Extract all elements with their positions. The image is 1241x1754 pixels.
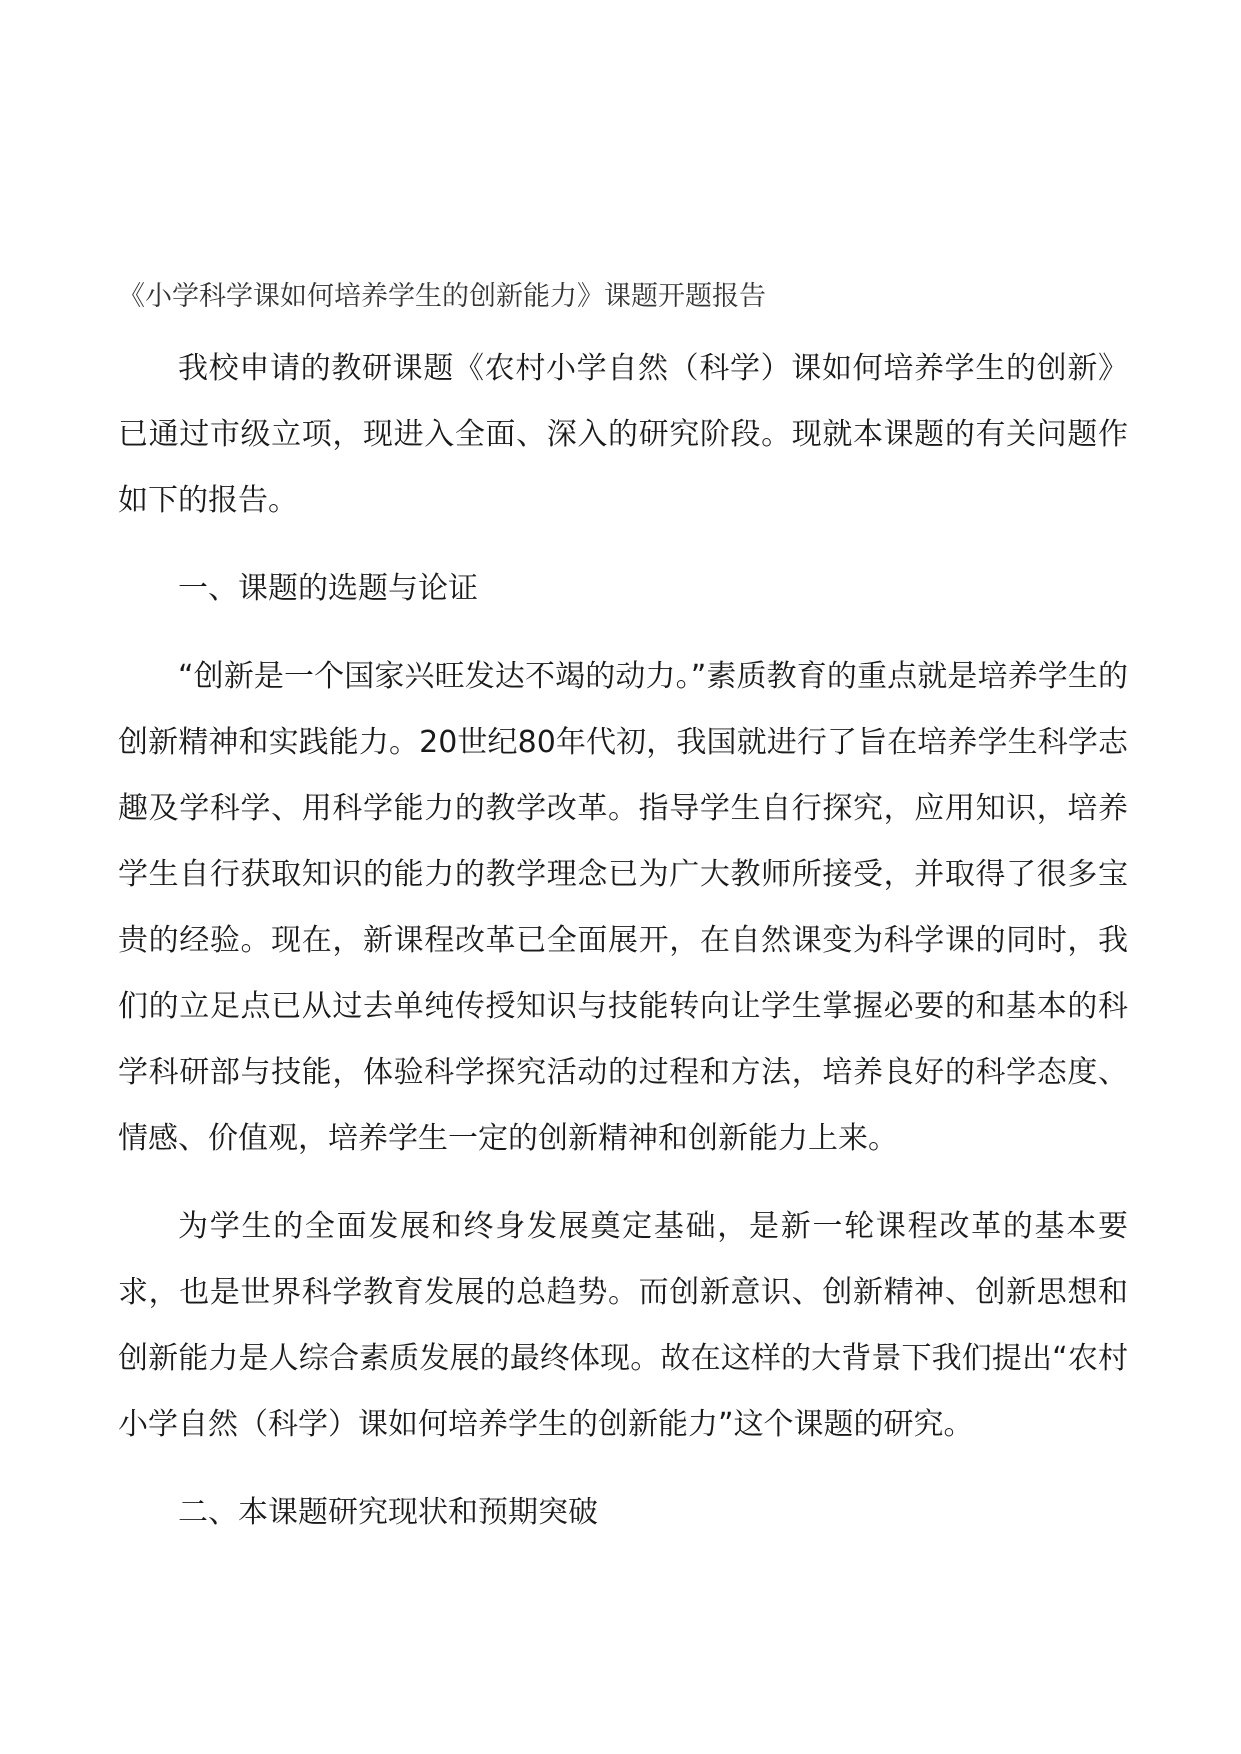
section-1-paragraph-2: 为学生的全面发展和终身发展奠定基础，是新一轮课程改革的基本要求，也是世界科学教育发展的总趋势。而创新意识、创新精神、创新思想和创新能力是人综合素质发展的最终体现。故在这样的大背景下我们提出“农村小学自然（科学）课如何培养学生的创新能力”这个课题的研究。 (118, 1209, 1128, 1442)
section-1-heading: 一、课题的选题与论证 (178, 571, 478, 606)
section-1-paragraph-1: “创新是一个国家兴旺发达不竭的动力。”素质教育的重点就是培养学生的创新精神和实践能力。20世纪80年代初，我国就进行了旨在培养学生科学志趣及学科学、用科学能力的教学改革。指导学生自行探究，应用知识，培养学生自行获取知识的能力的教学理念已为广大教师所接受，并取得了很多宝贵的经验。现在，新课程改革已全面展开，在自然课变为科学课的同时，我们的立足点已从过去单纯传授知识与技能转向让学生掌握必要的和基本的科学科研部与技能，体验科学探究活动的过程和方法，培养良好的科学态度、情感、价值观，培养学生一定的创新精神和创新能力上来。 (118, 659, 1128, 1156)
document-body (118, 336, 1128, 1568)
document-title: 《小学科学课如何培养学生的创新能力》课题开题报告 (118, 281, 766, 312)
intro-paragraph: 我校申请的教研课题《农村小学自然（科学）课如何培养学生的创新》已通过市级立项，现进入全面、深入的研究阶段。现就本课题的有关问题作如下的报告。 (118, 351, 1128, 518)
section-2-heading: 二、本课题研究现状和预期突破 (178, 1495, 598, 1530)
